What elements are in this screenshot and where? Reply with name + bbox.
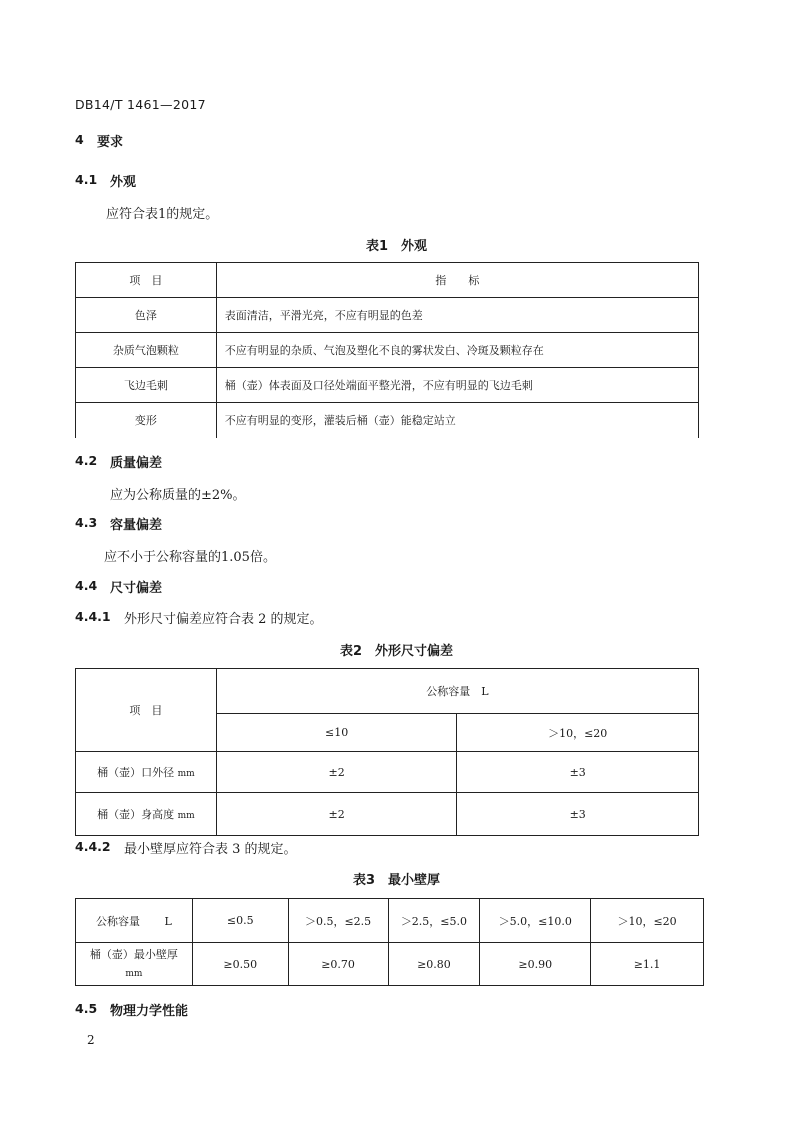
table-3-row-label — [76, 943, 193, 986]
table-2-value: ±2 — [216, 793, 457, 836]
table-3-value: ≥0.70 — [288, 943, 388, 986]
table-1-indicator: 表面清洁，平滑光亮，不应有明显的色差 — [216, 298, 698, 333]
table-3-row-label — [76, 899, 193, 943]
table-3-column: ＞2.5，≤5.0 — [388, 899, 480, 943]
table-3-capacity-label: 公称容量 — [96, 914, 140, 928]
table-1-item: 变形 — [76, 403, 217, 438]
section-4-5-number: 4.5 — [75, 1001, 98, 1016]
section-4-4-1-text: 外形尺寸偏差应符合表 2 的规定。 — [124, 612, 323, 627]
table-2-row-label-text: 桶（壶）身高度 — [97, 808, 175, 821]
table-3-value: ≥0.90 — [480, 943, 591, 986]
table-3-column: ≤0.5 — [192, 899, 288, 943]
table-2-row-label-text: 桶（壶）口外径 — [97, 766, 175, 779]
table-1-indicator: 桶（壶）体表面及口径处端面平整光滑，不应有明显的飞边毛刺 — [216, 368, 698, 403]
table-2-subheader: ≤10 — [216, 714, 457, 752]
section-4-number: 4 — [75, 132, 84, 147]
table-1-header-item: 项 目 — [76, 263, 217, 298]
table-row — [76, 403, 699, 438]
table-1 — [75, 262, 699, 438]
table-row — [76, 333, 699, 368]
section-4-4-number: 4.4 — [75, 578, 98, 593]
table-2 — [75, 668, 699, 836]
table-row — [76, 793, 699, 836]
table-2-subheader: ＞10，≤20 — [457, 714, 699, 752]
table-3-column: ＞10，≤20 — [591, 899, 704, 943]
table-2-value: ±3 — [457, 793, 699, 836]
section-4-1-number: 4.1 — [75, 172, 98, 187]
section-4-title: 要求 — [97, 135, 124, 150]
table-1-header-indicator: 指 标 — [216, 263, 698, 298]
section-4-3-title: 容量偏差 — [110, 518, 163, 533]
table-3-value: ≥1.1 — [591, 943, 704, 986]
table-1-item: 飞边毛刺 — [76, 368, 217, 403]
table-1-indicator: 不应有明显的杂质、气泡及塑化不良的雾状发白、冷斑及颗粒存在 — [216, 333, 698, 368]
table-2-caption: 表2 外形尺寸偏差 — [339, 644, 454, 659]
table-1-item: 杂质气泡颗粒 — [76, 333, 217, 368]
section-4-4-2-text: 最小壁厚应符合表 3 的规定。 — [124, 842, 297, 857]
section-4-1-title: 外观 — [110, 175, 137, 190]
table-1-indicator: 不应有明显的变形，灌装后桶（壶）能稳定站立 — [216, 403, 698, 438]
table-3-column: ＞0.5，≤2.5 — [288, 899, 388, 943]
section-4-5-title: 物理力学性能 — [110, 1004, 189, 1019]
section-4-4-2-number: 4.4.2 — [75, 839, 111, 854]
table-2-row-label — [76, 793, 217, 836]
table-3-caption: 表3 最小壁厚 — [352, 873, 441, 888]
table-3-column: ＞5.0，≤10.0 — [480, 899, 591, 943]
table-2-value: ±2 — [216, 752, 457, 793]
table-3-capacity-row — [76, 899, 704, 943]
table-row — [76, 752, 699, 793]
table-2-row-unit: mm — [177, 811, 195, 821]
table-2-header-capacity: 公称容量 L — [216, 669, 698, 714]
table-3 — [75, 898, 704, 986]
section-4-3-text: 应不小于公称容量的1.05倍。 — [104, 550, 276, 565]
table-2-header-item: 项 目 — [76, 669, 217, 752]
document-id: DB14/T 1461—2017 — [75, 97, 206, 112]
page-number: 2 — [87, 1033, 95, 1047]
section-4-4-1-number: 4.4.1 — [75, 609, 111, 624]
section-4-2-number: 4.2 — [75, 453, 98, 468]
table-2-row-unit: mm — [177, 769, 195, 779]
table-row — [76, 368, 699, 403]
table-1-caption: 表1 外观 — [365, 239, 428, 254]
section-4-4-title: 尺寸偏差 — [110, 581, 163, 596]
table-1-item: 色泽 — [76, 298, 217, 333]
section-4-3-number: 4.3 — [75, 515, 98, 530]
table-2-value: ±3 — [457, 752, 699, 793]
table-1-header-row — [76, 263, 699, 298]
table-3-thickness-unit: mm — [125, 968, 143, 979]
section-4-2-text: 应为公称质量的±2%。 — [110, 488, 246, 503]
table-3-value: ≥0.80 — [388, 943, 480, 986]
table-2-row-label — [76, 752, 217, 793]
section-4-2-title: 质量偏差 — [110, 456, 163, 471]
table-3-value: ≥0.50 — [192, 943, 288, 986]
table-row — [76, 298, 699, 333]
table-3-thickness-label: 桶（壶）最小壁厚 — [89, 947, 178, 961]
table-2-header-row — [76, 669, 699, 714]
table-3-capacity-unit: L — [164, 914, 172, 928]
section-4-1-text: 应符合表1的规定。 — [106, 207, 219, 222]
table-3-thickness-row — [76, 943, 704, 986]
